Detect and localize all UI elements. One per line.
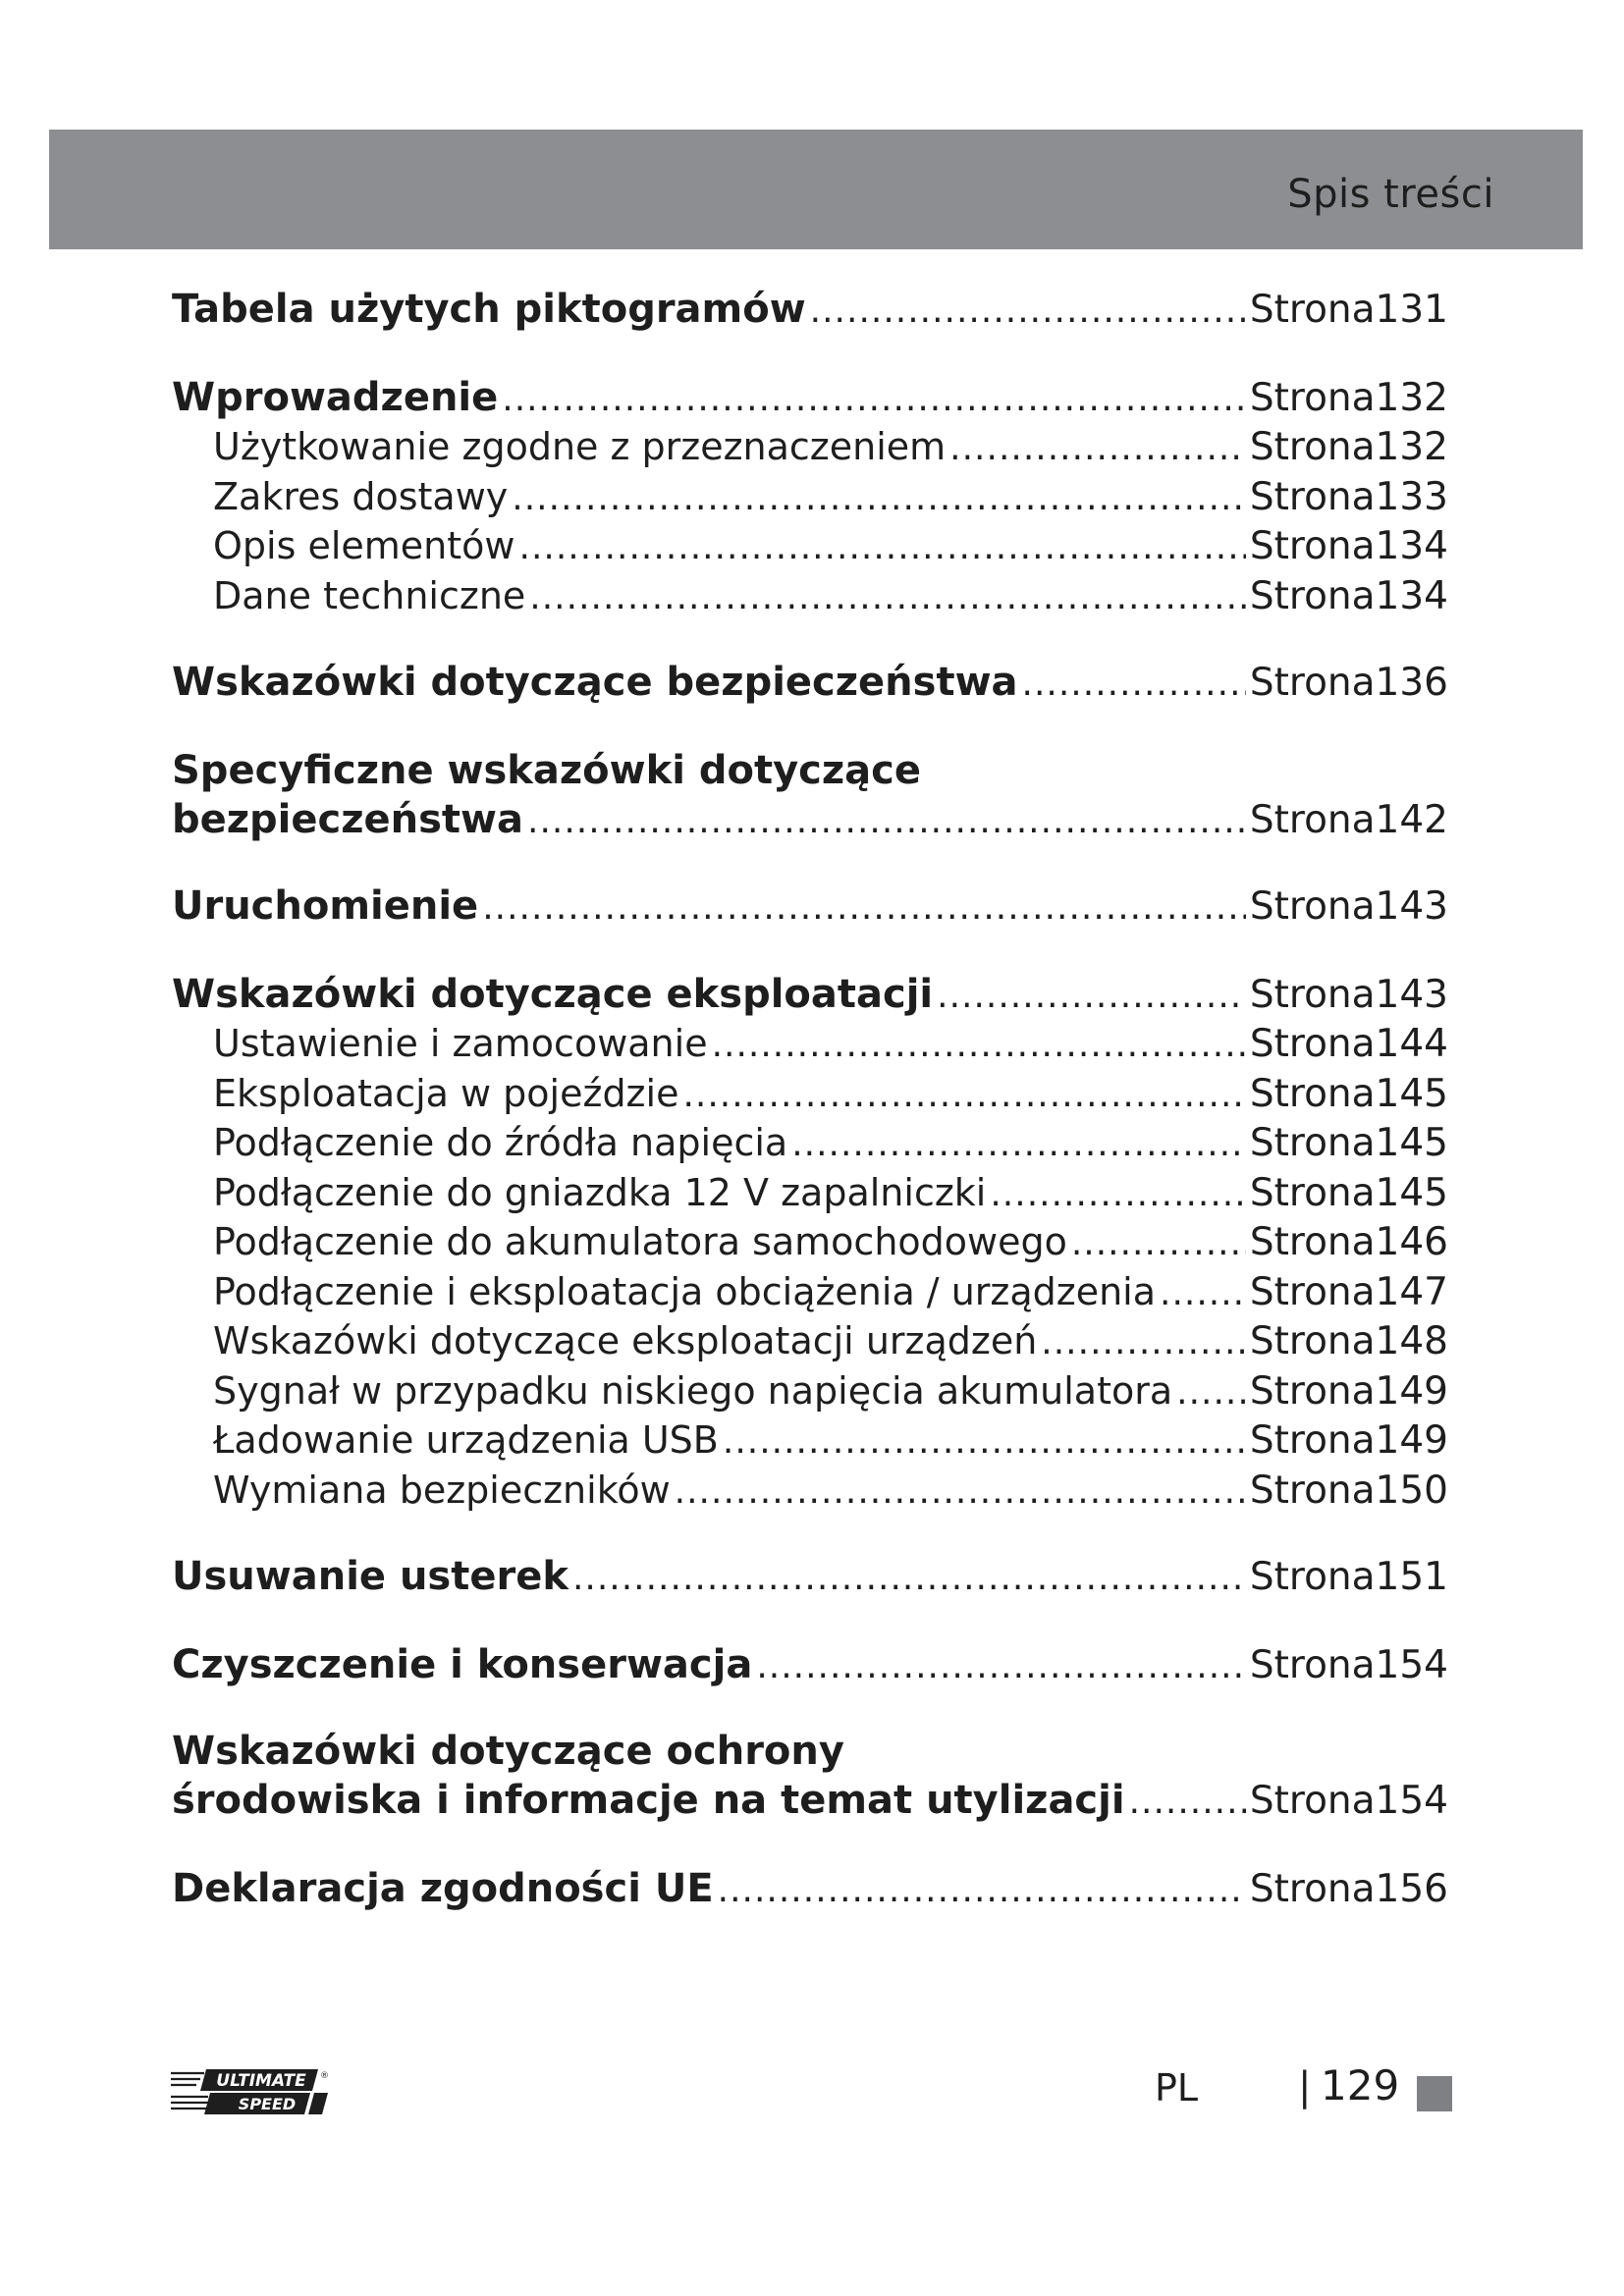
toc-entry-title: bezpieczeństwa [172, 797, 523, 842]
dot-leader [756, 1642, 1246, 1691]
toc-entry-page: Strona143 [1249, 884, 1448, 929]
toc-entry-title: Eksploatacja w pojeździe [213, 1071, 679, 1115]
table-of-contents [172, 285, 1448, 1913]
toc-entry-title: Wskazówki dotyczące bezpieczeństwa [172, 660, 1018, 705]
toc-entry-title-line: Wskazówki dotyczące ochrony [172, 1729, 844, 1774]
toc-entry-title: Opis elementów [213, 524, 515, 567]
toc-entry-title-line: Specyficzne wskazówki dotyczące [172, 748, 921, 793]
dot-leader [529, 573, 1246, 623]
toc-entry-page: Strona149 [1249, 1368, 1448, 1414]
toc-subentry[interactable] [172, 1069, 1448, 1119]
toc-entry-troubleshooting[interactable] [172, 1552, 1448, 1601]
page-number-separator: | [1298, 2064, 1312, 2109]
dot-leader [791, 1120, 1246, 1170]
dot-leader [712, 1021, 1246, 1071]
toc-entry-page: Strona156 [1249, 1867, 1448, 1911]
toc-subentry[interactable] [172, 1168, 1448, 1218]
toc-subentry[interactable] [172, 1217, 1448, 1267]
toc-entry-page: Strona134 [1249, 524, 1448, 568]
logo-text-line1: ULTIMATE [216, 2071, 306, 2091]
toc-entry-title: Ładowanie urządzenia USB [213, 1418, 719, 1462]
dot-leader [718, 1866, 1246, 1915]
toc-entry-title: Tabela użytych piktogramów [172, 287, 806, 332]
toc-subentry[interactable] [172, 1415, 1448, 1466]
language-code: PL [1155, 2066, 1199, 2109]
toc-entry-page: Strona132 [1249, 376, 1448, 420]
toc-entry-declaration[interactable] [172, 1864, 1448, 1913]
dot-leader [1041, 1318, 1246, 1368]
toc-entry-title: Dane techniczne [213, 573, 526, 617]
toc-entry-title: Wskazówki dotyczące eksploatacji urządzeń [213, 1319, 1038, 1362]
dot-leader [1071, 1219, 1246, 1269]
toc-subentry[interactable] [172, 1316, 1448, 1366]
toc-entry-page: Strona154 [1249, 1779, 1448, 1823]
ultimate-speed-logo [171, 2064, 330, 2117]
toc-entry-cleaning[interactable] [172, 1640, 1448, 1689]
toc-subentry[interactable] [172, 1267, 1448, 1317]
toc-entry-environment[interactable] [172, 1776, 1448, 1825]
toc-entry-title: Usuwanie usterek [172, 1554, 568, 1599]
logo-registered-mark: ® [320, 2071, 329, 2081]
toc-entry-page: Strona151 [1249, 1555, 1448, 1599]
toc-subentry[interactable] [172, 521, 1448, 571]
dot-leader [572, 1554, 1246, 1603]
toc-entry-page: Strona146 [1249, 1220, 1448, 1264]
toc-entry-title: Ustawienie i zamocowanie [213, 1022, 708, 1065]
dot-leader [1160, 1269, 1246, 1319]
dot-leader [810, 287, 1246, 336]
dot-leader [512, 474, 1246, 524]
toc-entry-page: Strona142 [1249, 798, 1448, 842]
toc-entry-page: Strona149 [1249, 1418, 1448, 1463]
toc-subentry[interactable] [172, 1118, 1448, 1168]
dot-leader [682, 1071, 1245, 1121]
toc-entry-title: środowiska i informacje na temat utylizacji [172, 1778, 1125, 1823]
toc-entry-page: Strona145 [1249, 1121, 1448, 1165]
toc-entry-page: Strona131 [1249, 288, 1448, 332]
toc-entry-page: Strona136 [1249, 661, 1448, 705]
toc-entry-title: Podłączenie do źródła napięcia [213, 1121, 788, 1164]
dot-leader [519, 523, 1246, 573]
toc-subentry[interactable] [172, 422, 1448, 472]
toc-entry-page: Strona145 [1249, 1170, 1448, 1215]
toc-entry-page: Strona143 [1249, 973, 1448, 1017]
dot-leader [502, 375, 1246, 424]
toc-subentry[interactable] [172, 1466, 1448, 1516]
dot-leader [990, 1170, 1245, 1220]
toc-entry-page: Strona148 [1249, 1319, 1448, 1363]
toc-subentry[interactable] [172, 472, 1448, 522]
dot-leader [723, 1417, 1246, 1468]
dot-leader [527, 797, 1246, 846]
toc-entry-pictograms[interactable] [172, 285, 1448, 334]
dot-leader [949, 424, 1246, 474]
toc-entry-title: Podłączenie do akumulatora samochodowego [213, 1220, 1067, 1263]
toc-entry-operation[interactable] [172, 970, 1448, 1019]
toc-entry-title: Uruchomienie [172, 883, 479, 929]
toc-entry-introduction[interactable] [172, 373, 1448, 422]
toc-entry-page: Strona134 [1249, 573, 1448, 618]
toc-entry-title: Wprowadzenie [172, 375, 499, 420]
dot-leader [937, 972, 1246, 1021]
toc-entry-safety[interactable] [172, 658, 1448, 707]
toc-subentry[interactable] [172, 571, 1448, 621]
page-number: 129 [1321, 2061, 1400, 2109]
dot-leader [675, 1468, 1246, 1518]
toc-entry-page: Strona154 [1249, 1643, 1448, 1687]
toc-entry-title: Deklaracja zgodności UE [172, 1866, 714, 1911]
toc-entry-title: Wskazówki dotyczące eksploatacji [172, 972, 934, 1017]
toc-entry-title: Użytkowanie zgodne z przeznaczeniem [213, 425, 947, 468]
toc-entry-title: Podłączenie i eksploatacja obciążenia / urządzenia [213, 1269, 1157, 1313]
toc-entry-startup[interactable] [172, 881, 1448, 931]
dot-leader [482, 883, 1246, 933]
toc-subentry[interactable] [172, 1019, 1448, 1069]
toc-entry-title: Podłączenie do gniazdka 12 V zapalniczki [213, 1170, 987, 1214]
toc-entry-page: Strona150 [1249, 1468, 1448, 1513]
toc-entry-page: Strona144 [1249, 1022, 1448, 1066]
toc-entry-title: Zakres dostawy [213, 474, 509, 518]
toc-entry-page: Strona133 [1249, 474, 1448, 519]
footer-marker [1417, 2076, 1452, 2111]
toc-entry-page: Strona147 [1249, 1269, 1448, 1314]
toc-subentry[interactable] [172, 1366, 1448, 1416]
dot-leader [1022, 660, 1246, 709]
dot-leader [1176, 1368, 1246, 1418]
toc-entry-specific-safety[interactable] [172, 795, 1448, 844]
toc-entry-title: Wymiana bezpieczników [213, 1468, 671, 1512]
page-title: Spis treści [1287, 172, 1494, 217]
dot-leader [1129, 1778, 1246, 1827]
toc-entry-page: Strona145 [1249, 1071, 1448, 1116]
logo-text-line2: SPEED [238, 2095, 297, 2113]
toc-entry-title: Sygnał w przypadku niskiego napięcia akumulatora [213, 1368, 1173, 1413]
toc-entry-page: Strona132 [1249, 425, 1448, 469]
toc-entry-title: Czyszczenie i konserwacja [172, 1642, 753, 1687]
